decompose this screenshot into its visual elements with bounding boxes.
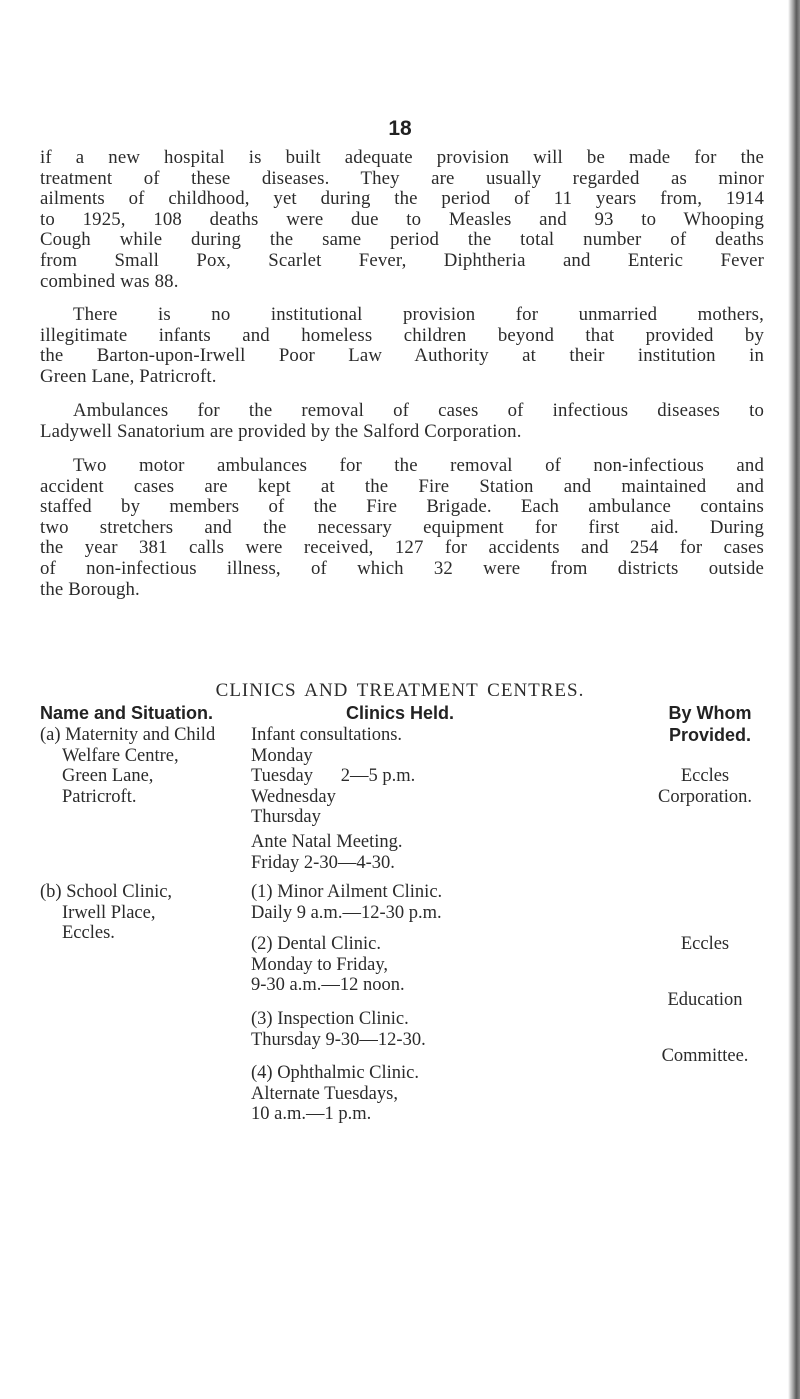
text-line: Wednesday: [251, 786, 336, 807]
paragraph-ambulances-infectious: [40, 401, 764, 442]
header-name-situation: Name and Situation.: [40, 703, 214, 723]
page-number: 18: [388, 117, 412, 140]
text-line: (2) Dental Clinic.: [251, 934, 381, 954]
text-line: illegitimate infants and homeless children beyond that provided by: [40, 324, 764, 346]
text-line: Eccles: [680, 766, 730, 786]
row-b-inspection-clinic: [251, 1009, 426, 1050]
text-line: There is no institutional provision for unmarried mothers,: [73, 304, 764, 325]
table-title: CLINICS AND TREATMENT CENTRES.: [215, 680, 585, 701]
paragraph-institutional-provision: [40, 305, 764, 387]
text-line: Cough while during the same period the total number of deaths: [40, 229, 764, 251]
text-line: Committee.: [661, 1046, 749, 1066]
text-line: Infant consultations.: [251, 725, 403, 745]
text-line: combined was 88.: [40, 270, 179, 292]
row-a-name-situation: [40, 725, 215, 807]
row-b-ophthalmic-clinic: [251, 1063, 419, 1125]
row-b-minor-ailment-clinic: [251, 882, 442, 923]
text-line: Green Lane,: [62, 766, 154, 787]
text-line: Education: [667, 990, 743, 1010]
text-line: (a) Maternity and Child: [40, 725, 216, 745]
text-line: to 1925, 108 deaths were due to Measles and 93 to Whooping: [40, 208, 764, 230]
text-line: if a new hospital is built adequate provision will be made for the: [40, 147, 764, 168]
text-line: Welfare Centre,: [62, 745, 179, 766]
text-line: two stretchers and the necessary equipment for first aid. During: [40, 516, 764, 538]
text-line: the Barton-upon-Irwell Poor Law Authority at their institution in: [40, 345, 764, 367]
text-line: Green Lane, Patricroft.: [40, 365, 217, 387]
header-provided: Provided.: [668, 725, 752, 745]
text-line: accident cases are kept at the Fire Station and maintained and: [40, 475, 764, 497]
text-line: Thursday: [251, 807, 321, 828]
paragraph-infectious-diseases: [40, 148, 764, 292]
text-line: Daily 9 a.m.—12-30 p.m.: [251, 902, 442, 923]
text-line: Patricroft.: [62, 786, 137, 807]
text-line: Ambulances for the removal of cases of infectious diseases to: [73, 400, 764, 421]
text-line: Monday to Friday,: [251, 954, 389, 975]
text-line: Two motor ambulances for the removal of non-infectious and: [73, 455, 764, 476]
text-line: 9-30 a.m.—12 noon.: [251, 975, 405, 996]
text-line: Alternate Tuesdays,: [251, 1083, 398, 1104]
row-b-dental-clinic: [251, 934, 405, 996]
row-a-by-whom: [610, 766, 800, 807]
text-line: the Borough.: [40, 578, 140, 600]
text-line: Ante Natal Meeting.: [251, 832, 403, 852]
header-clinics-held: Clinics Held.: [345, 703, 455, 723]
text-line: (1) Minor Ailment Clinic.: [251, 882, 443, 902]
text-line: ailments of childhood, yet during the period of 11 years from, 1914: [40, 188, 764, 210]
row-a-clinics-held: [251, 725, 415, 828]
text-line: staffed by members of the Fire Brigade. Each ambulance contains: [40, 496, 764, 518]
text-line: Monday: [251, 745, 313, 766]
text-line: from Small Pox, Scarlet Fever, Diphtheria and Enteric Fever: [40, 249, 764, 271]
text-line: Eccles: [680, 934, 730, 954]
text-line: Friday 2-30—4-30.: [251, 852, 395, 873]
text-line: Eccles.: [62, 923, 115, 944]
text-line: treatment of these diseases. They are usually regarded as minor: [40, 167, 764, 189]
text-line: Ladywell Sanatorium are provided by the Salford Corporation.: [40, 420, 522, 442]
text-line: Corporation.: [657, 786, 753, 807]
row-b-by-whom: [610, 934, 800, 1066]
header-by-whom: By Whom: [668, 703, 752, 723]
text-line: (3) Inspection Clinic.: [251, 1009, 409, 1029]
text-line: 10 a.m.—1 p.m.: [251, 1104, 372, 1125]
row-b-name-situation: [40, 882, 172, 944]
text-line: Thursday 9-30—12-30.: [251, 1029, 426, 1050]
paragraph-motor-ambulances: [40, 456, 764, 600]
text-line: of non-infectious illness, of which 32 were from districts outside: [40, 557, 764, 579]
row-a-ante-natal: [251, 832, 403, 873]
text-line: (4) Ophthalmic Clinic.: [251, 1063, 420, 1083]
text-line: the year 381 calls were received, 127 for accidents and 254 for cases: [40, 537, 764, 559]
text-line: Irwell Place,: [62, 902, 156, 923]
text-line: (b) School Clinic,: [40, 882, 173, 902]
text-line: Tuesday 2—5 p.m.: [251, 766, 416, 787]
